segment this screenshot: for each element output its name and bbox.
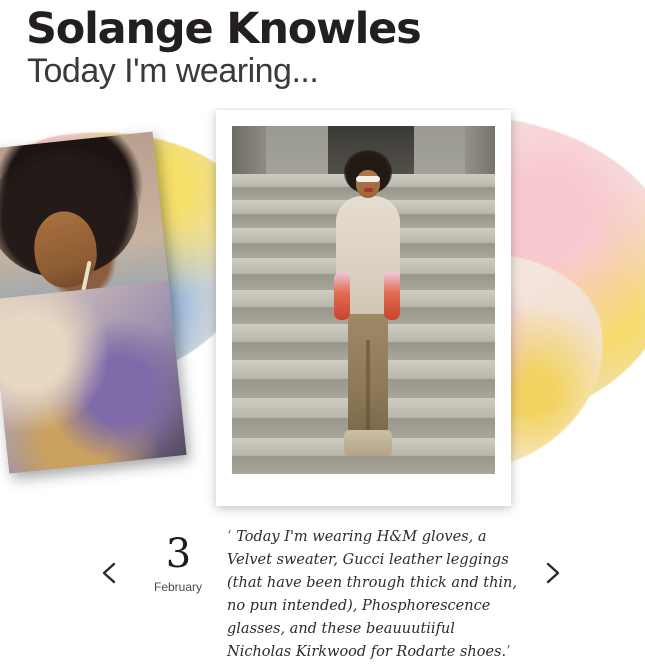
entry-date <box>140 532 216 594</box>
portrait-printed-jacket <box>0 280 186 473</box>
caption-row <box>0 518 645 667</box>
prev-arrow-icon[interactable] <box>98 558 124 588</box>
entry-quote-text: Today I'm wearing H&M gloves, a Velvet sweater, Gucci leather leggings (that have been through thick and thin, no pun intended), Phosphorescence glasses, and these beauuutiiful Nicholas Kirkwood for Rodarte shoes. <box>227 529 517 660</box>
figure-sunglasses <box>356 176 380 182</box>
close-quote-mark: ’ <box>506 644 511 660</box>
figure-glove-right <box>384 272 400 320</box>
page-title: Solange Knowles <box>26 4 421 54</box>
figure-shoes <box>344 430 392 456</box>
figure-leg-gap <box>366 340 370 434</box>
entry-month: February <box>153 580 203 594</box>
figure-glove-left <box>334 272 350 320</box>
page-header <box>0 0 645 108</box>
entry-day: 3 <box>165 531 191 577</box>
figure-lips <box>364 188 373 192</box>
open-quote-mark: ‘ <box>227 529 232 545</box>
solange-outfit-photo[interactable] <box>216 110 511 506</box>
outfit-figure <box>324 150 410 472</box>
page-subtitle: Today I'm wearing... <box>27 52 319 90</box>
next-arrow-icon[interactable] <box>540 558 566 588</box>
staircase-scene <box>232 126 495 474</box>
photo-image <box>232 126 495 474</box>
figure-face <box>356 170 380 198</box>
entry-quote <box>227 526 519 664</box>
